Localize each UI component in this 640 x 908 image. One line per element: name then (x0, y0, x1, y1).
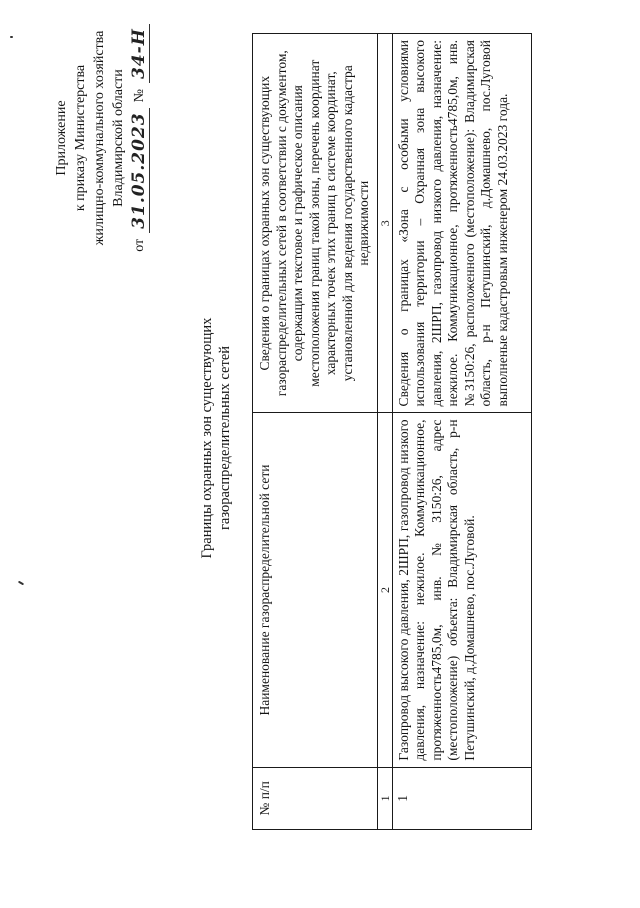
appendix-line-3: жилищно-коммунального хозяйства (92, 30, 107, 246)
title-line-1: Границы охранных зон существующих (199, 317, 215, 559)
column-number-2: 2 (377, 413, 392, 767)
column-number-1: 1 (377, 767, 392, 829)
date-prefix: от (132, 238, 147, 252)
zones-table (252, 33, 532, 830)
table-row (392, 34, 532, 830)
handwritten-date: 31.05.2023 (130, 108, 150, 232)
header-network-name: Наименование газораспределительной сети (253, 413, 378, 767)
handwritten-order-number: 34-Н (130, 24, 150, 83)
appendix-line-1: Приложение (54, 100, 69, 176)
appendix-line-4: Владимирской области (111, 69, 126, 207)
appendix-block (52, 8, 150, 268)
table-header-row (253, 34, 378, 830)
zone-info-cell: Сведения о границах «Зона с особыми условиями использования территории – Охранная зона высокого давления, 2ШРП, газопровод низкого давления, назначение: нежилое. Коммуникационное, протяженность4785,0м, инв.№3150:26, расположенного (местоположение): Владимирская область, р-н Петушинский, д.Домашнево, пос.Луговой выполненые кадастровым инженером 24.03.2023 года. (392, 34, 532, 413)
row-number: 1 (392, 767, 532, 829)
header-zone-info: Сведения о границах охранных зон существующих газораспределительных сетей в соответствии с документом, содержащим текстовое и графическое описания местоположения границ такой зоны, перечень координат характерных точек этих границ в системе координат, установленной для ведения государственного кадастра недвижимости (253, 34, 378, 413)
number-prefix: № (132, 89, 147, 103)
column-number-3: 3 (377, 34, 392, 413)
column-number-row (377, 34, 392, 830)
appendix-line-2: к приказу Министерства (73, 64, 88, 212)
title-line-2: газораспределительных сетей (217, 345, 233, 531)
header-number: № п/п (253, 767, 378, 829)
document-title (198, 258, 234, 618)
network-name-cell: Газопровод высокого давления, 2ШРП, газопровод низкого давления, назначение: нежилое. Коммуникационное, протяженность4785,0м, инв.№3150:26, адрес (местоположение) объекта: Владимирская область, р-н Петушинский, д.Домашнево, пос.Луговой. (392, 413, 532, 767)
order-date-line (130, 8, 150, 268)
scan-speck (10, 36, 13, 38)
